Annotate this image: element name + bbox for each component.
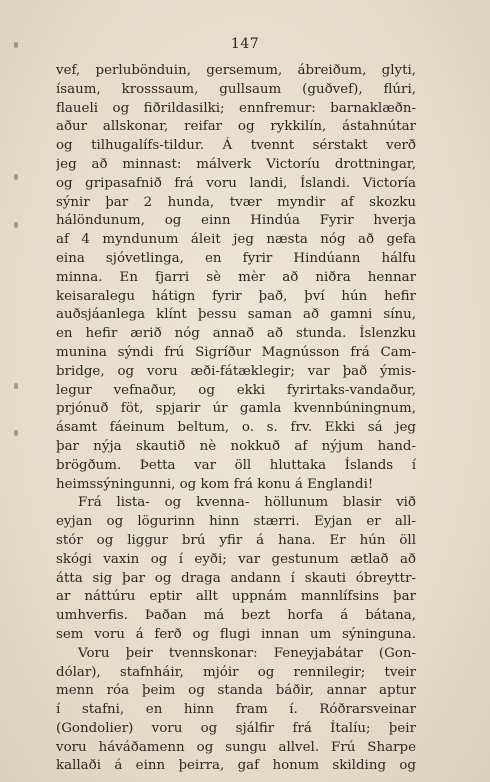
text-line: keisaralegu hátign fyrir það, því hún hefir [56, 288, 416, 304]
text-line: munina sýndi frú Sigríður Magnússon frá Cam- [56, 344, 416, 360]
text-line: brögðum. Þetta var öll hluttaka Íslands í [56, 457, 416, 473]
text-line: stór og liggur brú yfir á hana. Er hún öll [56, 532, 416, 548]
text-line: vef, perlubönduin, gersemum, ábreiðum, glyti, [56, 63, 416, 78]
text-line: heimssýningunni, og kom frá konu á Englandi! [56, 476, 374, 492]
margin-mark [14, 430, 18, 436]
text-line: eina sjóvetlinga, en fyrir Hindúann hálfu [56, 250, 416, 266]
text-line: eyjan og lögurinn hinn stærri. Eyjan er all- [56, 514, 416, 530]
text-line: hálöndunum, og einn Hindúa Fyrir hverja [56, 213, 416, 229]
text-line: aður allskonar, reifar og rykkilín, ástahnútar [56, 119, 416, 135]
text-line: af 4 myndunum áleit jeg næsta nóg að gefa [56, 232, 416, 248]
text-line: dólar), stafnháir, mjóir og rennilegir; tveir [56, 664, 416, 680]
text-line: þar nýja skautið nè nokkuð af nýjum hand- [56, 438, 416, 454]
text-line: Voru þeir tvennskonar: Feneyjabátar (Gon- [78, 645, 416, 661]
text-line: auðsjáanlega klínt þessu saman að gamni sínu, [56, 307, 416, 323]
margin-mark [14, 383, 18, 389]
text-line: menn róa þeim og standa báðir, annar aptur [56, 683, 416, 699]
text-line: bridge, og voru æði-fátæklegir; var það ýmis- [56, 363, 416, 379]
text-line: en hefir ærið nóg annað að stunda. Íslenzku [56, 326, 416, 342]
text-line: jeg að minnast: málverk Victoríu drottningar, [56, 156, 416, 172]
body-text [56, 62, 416, 776]
text-line: í stafni, en hinn fram í. Róðrarsveinar [56, 702, 416, 718]
text-line: og tilhugalífs-tildur. Á tvennt sérstakt verð [56, 138, 416, 154]
text-line: ar náttúru eptir allt uppnám mannlífsins þar [56, 589, 416, 605]
page-number: 147 [230, 36, 260, 52]
text-line: flaueli og fiðrildasilki; ennfremur: barnaklæðn- [56, 100, 416, 116]
text-line: legur vefnaður, og ekki fyrirtaks-vandaður, [56, 382, 416, 398]
text-line: umhverfis. Þaðan má bezt horfa á bátana, [56, 608, 416, 624]
text-line: sem voru á ferð og flugi innan um sýninguna. [56, 626, 416, 642]
margin-mark [14, 174, 18, 180]
text-line: (Gondolier) voru og sjálfir frá Ítalíu; þeir [56, 720, 416, 736]
margin-mark [14, 222, 18, 228]
text-line: ísaum, krosssaum, gullsaum (guðvef), flúri, [56, 81, 416, 97]
margin-mark [14, 42, 18, 48]
text-line: voru háváðamenn og sungu allvel. Frú Sharpe [56, 739, 416, 755]
text-line: minna. En fjarri sè mèr að niðra hennar [56, 269, 416, 285]
text-line: og gripasafnið frá voru landi, Íslandi. Victoría [56, 175, 416, 191]
text-line: ásamt fáeinum beltum, o. s. frv. Ekki sá jeg [56, 420, 416, 436]
text-line: prjónuð föt, spjarir úr gamla kvennbúningnum, [56, 401, 416, 417]
text-line: kallaði á einn þeirra, gaf honum skilding og [56, 758, 416, 774]
text-line: sýnir þar 2 hunda, tvær myndir af skozku [56, 194, 416, 210]
text-line: átta sig þar og draga andann í skauti óbreyttr- [56, 570, 416, 586]
text-line: skógi vaxin og í eyði; var gestunum ætlað að [56, 551, 416, 567]
text-line: Frá lista- og kvenna- höllunum blasir við [78, 495, 416, 511]
